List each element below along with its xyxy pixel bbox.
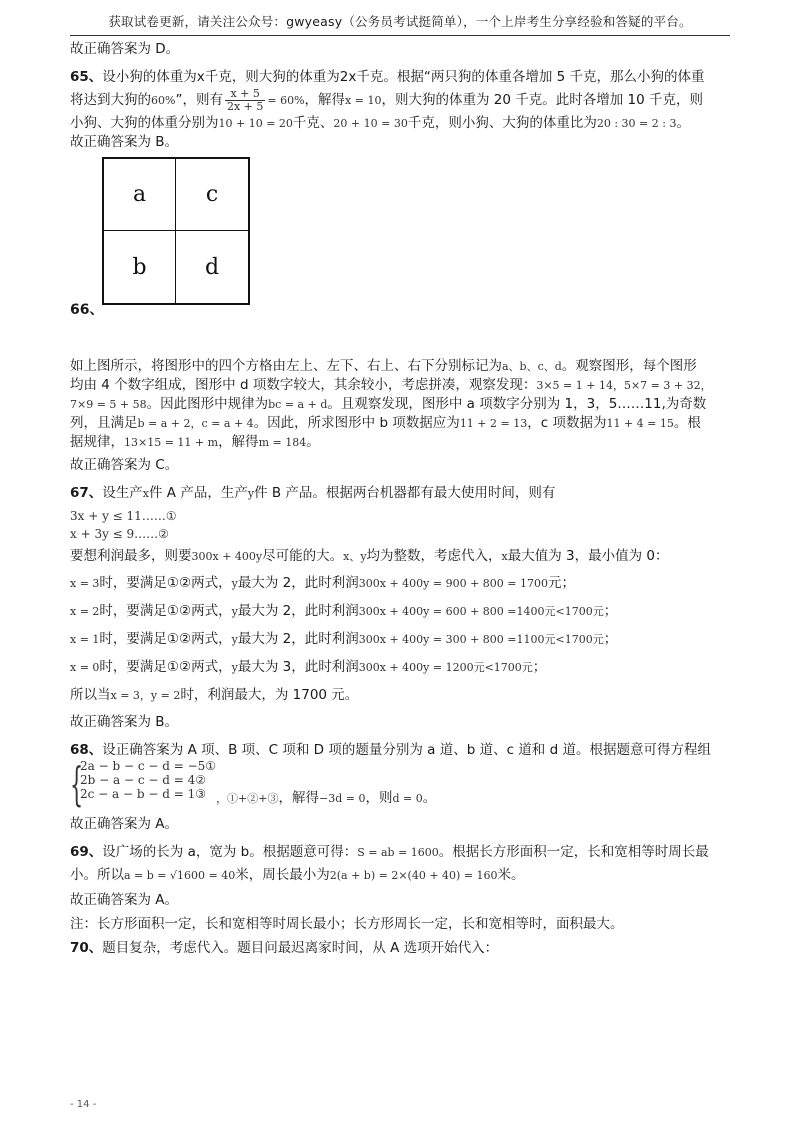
q67-math: 300x + 400y = 1200元<1700元 — [358, 661, 533, 674]
q68-text: 。 — [422, 790, 437, 806]
q65-answer: 故正确答案为 B。 — [70, 134, 179, 150]
q65-text: 小狗、大狗的体重分别为 — [70, 115, 219, 131]
q67-math: y — [247, 487, 255, 500]
q67-text: 设生产 — [102, 485, 143, 501]
fraction-denominator: 2x + 5 — [226, 99, 264, 113]
q65-text: 。 — [676, 115, 690, 131]
q69-math: 2(a + b) = 2×(40 + 40) = 160 — [329, 869, 498, 882]
document-body — [70, 40, 742, 957]
page-number: - 14 - — [70, 1099, 97, 1110]
intro-answer: 故正确答案为 D。 — [70, 41, 180, 57]
q66-text: 如上图所示，将图形中的四个方格由左上、左下、右上、右下分别标记为 — [70, 358, 502, 374]
q65-text: 千克，则小狗、大狗的体重比为 — [407, 115, 597, 131]
q69-text: 小。所以 — [70, 867, 124, 883]
q67-math: x = 2 — [70, 605, 100, 618]
q67-text: ； — [532, 659, 547, 675]
q68-math: −3d = 0 — [319, 792, 366, 805]
q67-math: 300x + 400y — [191, 550, 263, 563]
q67-text: 最大为 2，此时利润 — [237, 575, 359, 591]
q68-answer: 故正确答案为 A。 — [70, 816, 179, 832]
q68-text: ，解得 — [278, 790, 319, 806]
q67-text: 件 A 产品，生产 — [149, 485, 248, 501]
q68-equation-system — [70, 757, 217, 811]
q67-text: 尽可能的大。 — [262, 548, 344, 564]
q66-text: ，c 项数据为 — [527, 415, 607, 431]
q69-text: 米。 — [497, 867, 525, 883]
q67-block — [70, 484, 742, 731]
q66-text: 据规律， — [70, 434, 124, 450]
q65-math: 20 : 30 = 2 : 3 — [596, 117, 677, 130]
q67-text: ； — [603, 631, 618, 647]
q67-inequality-1: 3x + y ≤ 11……① — [70, 509, 177, 523]
q67-math: x = 3，y = 2 — [110, 689, 181, 702]
q65-fraction — [225, 88, 265, 113]
q65-text: ”，则有 — [175, 92, 223, 108]
q69-answer: 故正确答案为 A。 — [70, 892, 179, 908]
q68-system-row — [70, 759, 742, 811]
q68-block — [70, 741, 742, 833]
q68-math: d = 0 — [392, 792, 423, 805]
q67-text: 时，要满足①②两式， — [99, 603, 232, 619]
q67-text: 最大为 2，此时利润 — [237, 631, 359, 647]
q69-text: 设广场的长为 a，宽为 b。根据题意可得： — [102, 844, 358, 860]
q68-number: 68、 — [70, 742, 103, 758]
q66-math: 13×15 = 11 + m — [124, 436, 219, 449]
q65-math: 10 + 10 = 20 — [218, 117, 293, 130]
q67-math: x = 1 — [70, 633, 100, 646]
q67-math: x = 0 — [70, 661, 100, 674]
q67-math: x — [501, 550, 508, 563]
fraction-numerator: x + 5 — [225, 88, 265, 101]
q65-math: 60% — [151, 94, 176, 107]
q67-math: y — [231, 633, 238, 646]
q66-text: 。因此图形中规律为 — [146, 396, 269, 412]
q66-text: 。根 — [673, 415, 701, 431]
q69-text: 。根据长方形面积一定，长和宽相等时周长最 — [438, 844, 709, 860]
q66-math: a、b、c、d — [502, 360, 562, 373]
q66-text: 。因此，所求图形中 b 项数据应为 — [253, 415, 460, 431]
q67-text: 件 B 产品。根据两台机器都有最大使用时间，则有 — [254, 485, 556, 501]
q67-math: y — [231, 577, 238, 590]
q67-text: ； — [603, 603, 618, 619]
q65-text: 将达到大狗的 — [70, 92, 151, 108]
q70-number: 70、 — [70, 940, 103, 956]
q66-math: b = a + 2，c = a + 4 — [137, 417, 254, 430]
grid-cell-b: b — [104, 231, 176, 303]
q67-text: 元； — [547, 575, 575, 591]
q67-inequality-2: x + 3y ≤ 9……② — [70, 527, 169, 541]
q69-block — [70, 843, 742, 933]
q70-text: 题目复杂，考虑代入。题目问最迟离家时间，从 A 选项开始代入： — [102, 940, 499, 956]
q67-text: 最大值为 3，最小值为 0： — [507, 548, 669, 564]
q67-text: 时，要满足①②两式， — [99, 659, 232, 675]
q66-text: 。 — [306, 434, 320, 450]
q67-text: 要想利润最多，则要 — [70, 548, 192, 564]
q67-text: 均为整数，考虑代入， — [366, 548, 502, 564]
q66-grid — [102, 157, 250, 305]
q67-answer: 故正确答案为 B。 — [70, 714, 179, 730]
q67-math: x — [142, 487, 150, 500]
q69-math: S = ab = 1600 — [357, 846, 439, 859]
q66-math: bc = a + d — [268, 398, 328, 411]
q66-math: 11 + 4 = 15 — [606, 417, 674, 430]
grid-cell-c: c — [176, 159, 248, 231]
q67-math: x = 3 — [70, 577, 100, 590]
q65-line1: 设小狗的体重为x千克，则大狗的体重为2x千克。根据“两只狗的体重各增加 5 千克，那么小狗的体重 — [102, 69, 705, 85]
q65-math: x = 10 — [345, 94, 382, 107]
q65-text: ，则大狗的体重为 20 千克。此时各增加 10 千克，则 — [381, 92, 703, 108]
q68-text: 设正确答案为 A 项、B 项、C 项和 D 项的题量分别为 a 道、b 道、c 道和 d 道。根据题意可得方程组 — [102, 742, 711, 758]
q65-number: 65、 — [70, 69, 103, 85]
q66-figure — [70, 151, 742, 351]
q67-number: 67、 — [70, 485, 103, 501]
left-brace-icon: { — [70, 757, 84, 811]
q69-text: 米，周长最小为 — [235, 867, 330, 883]
q67-text: 最大为 3，此时利润 — [237, 659, 359, 675]
q66-number: 66、 — [70, 302, 104, 318]
page-header: 获取试卷更新，请关注公众号：gwyeasy（公务员考试挺简单），一个上岸考生分享经验和答疑的平台。 — [70, 12, 730, 36]
q65-text: ，解得 — [304, 92, 346, 108]
q67-text: 时，要满足①②两式， — [99, 631, 232, 647]
q67-math: 300x + 400y = 900 + 800 = 1700 — [358, 577, 548, 590]
q65-block — [70, 68, 742, 151]
q67-math: 300x + 400y = 600 + 800 =1400元<1700元 — [358, 605, 604, 618]
q67-text: 最大为 2，此时利润 — [237, 603, 359, 619]
q66-text: 。且观察发现，图形中 a 项数字分别为 1，3，5……11,为奇数 — [327, 396, 707, 412]
q70-block — [70, 939, 742, 957]
q66-text: ，解得 — [218, 434, 259, 450]
q65-math: = 60% — [267, 94, 305, 107]
q68-eq1: 2a − b − c − d = −5① — [80, 759, 217, 773]
q66-math: 3×5 = 1 + 14，5×7 = 3 + 32， — [536, 379, 712, 392]
q66-math: 11 + 2 = 13 — [459, 417, 528, 430]
q68-eq2: 2b − a − c − d = 4② — [80, 773, 206, 787]
q67-math: 300x + 400y = 300 + 800 =1100元<1700元 — [358, 633, 604, 646]
q69-number: 69、 — [70, 844, 103, 860]
q69-math: a = b = √1600 = 40 — [124, 869, 236, 882]
q66-math: m = 184 — [258, 436, 307, 449]
q68-eq3: 2c − a − b − d = 1③ — [80, 787, 206, 801]
q67-text: 时，利润最大，为 1700 元。 — [180, 687, 359, 703]
q65-text: 千克、 — [292, 115, 334, 131]
q67-text: 时，要满足①②两式， — [99, 575, 232, 591]
grid-cell-a: a — [104, 159, 176, 231]
q66-math: 7×9 = 5 + 58 — [70, 398, 147, 411]
q65-math: 20 + 10 = 30 — [333, 117, 408, 130]
q67-math: y — [231, 661, 238, 674]
q66-text: 。观察图形，每个图形 — [561, 358, 697, 374]
q67-math: y — [231, 605, 238, 618]
q66-answer: 故正确答案为 C。 — [70, 457, 179, 473]
q68-text: ，则 — [365, 790, 393, 806]
q66-text: 均由 4 个数字组成，图形中 d 项数字较大，其余较小，考虑拼凑，观察发现： — [70, 377, 537, 393]
q66-block — [70, 357, 742, 474]
q67-text: 所以当 — [70, 687, 111, 703]
q68-math: ，①+②+③ — [216, 792, 279, 805]
q66-text: 列，且满足 — [70, 415, 138, 431]
q69-note: 注：长方形面积一定，长和宽相等时周长最小；长方形周长一定，长和宽相等时，面积最大。 — [70, 916, 624, 932]
q67-math: x、y — [343, 550, 367, 563]
grid-cell-d: d — [204, 254, 220, 280]
